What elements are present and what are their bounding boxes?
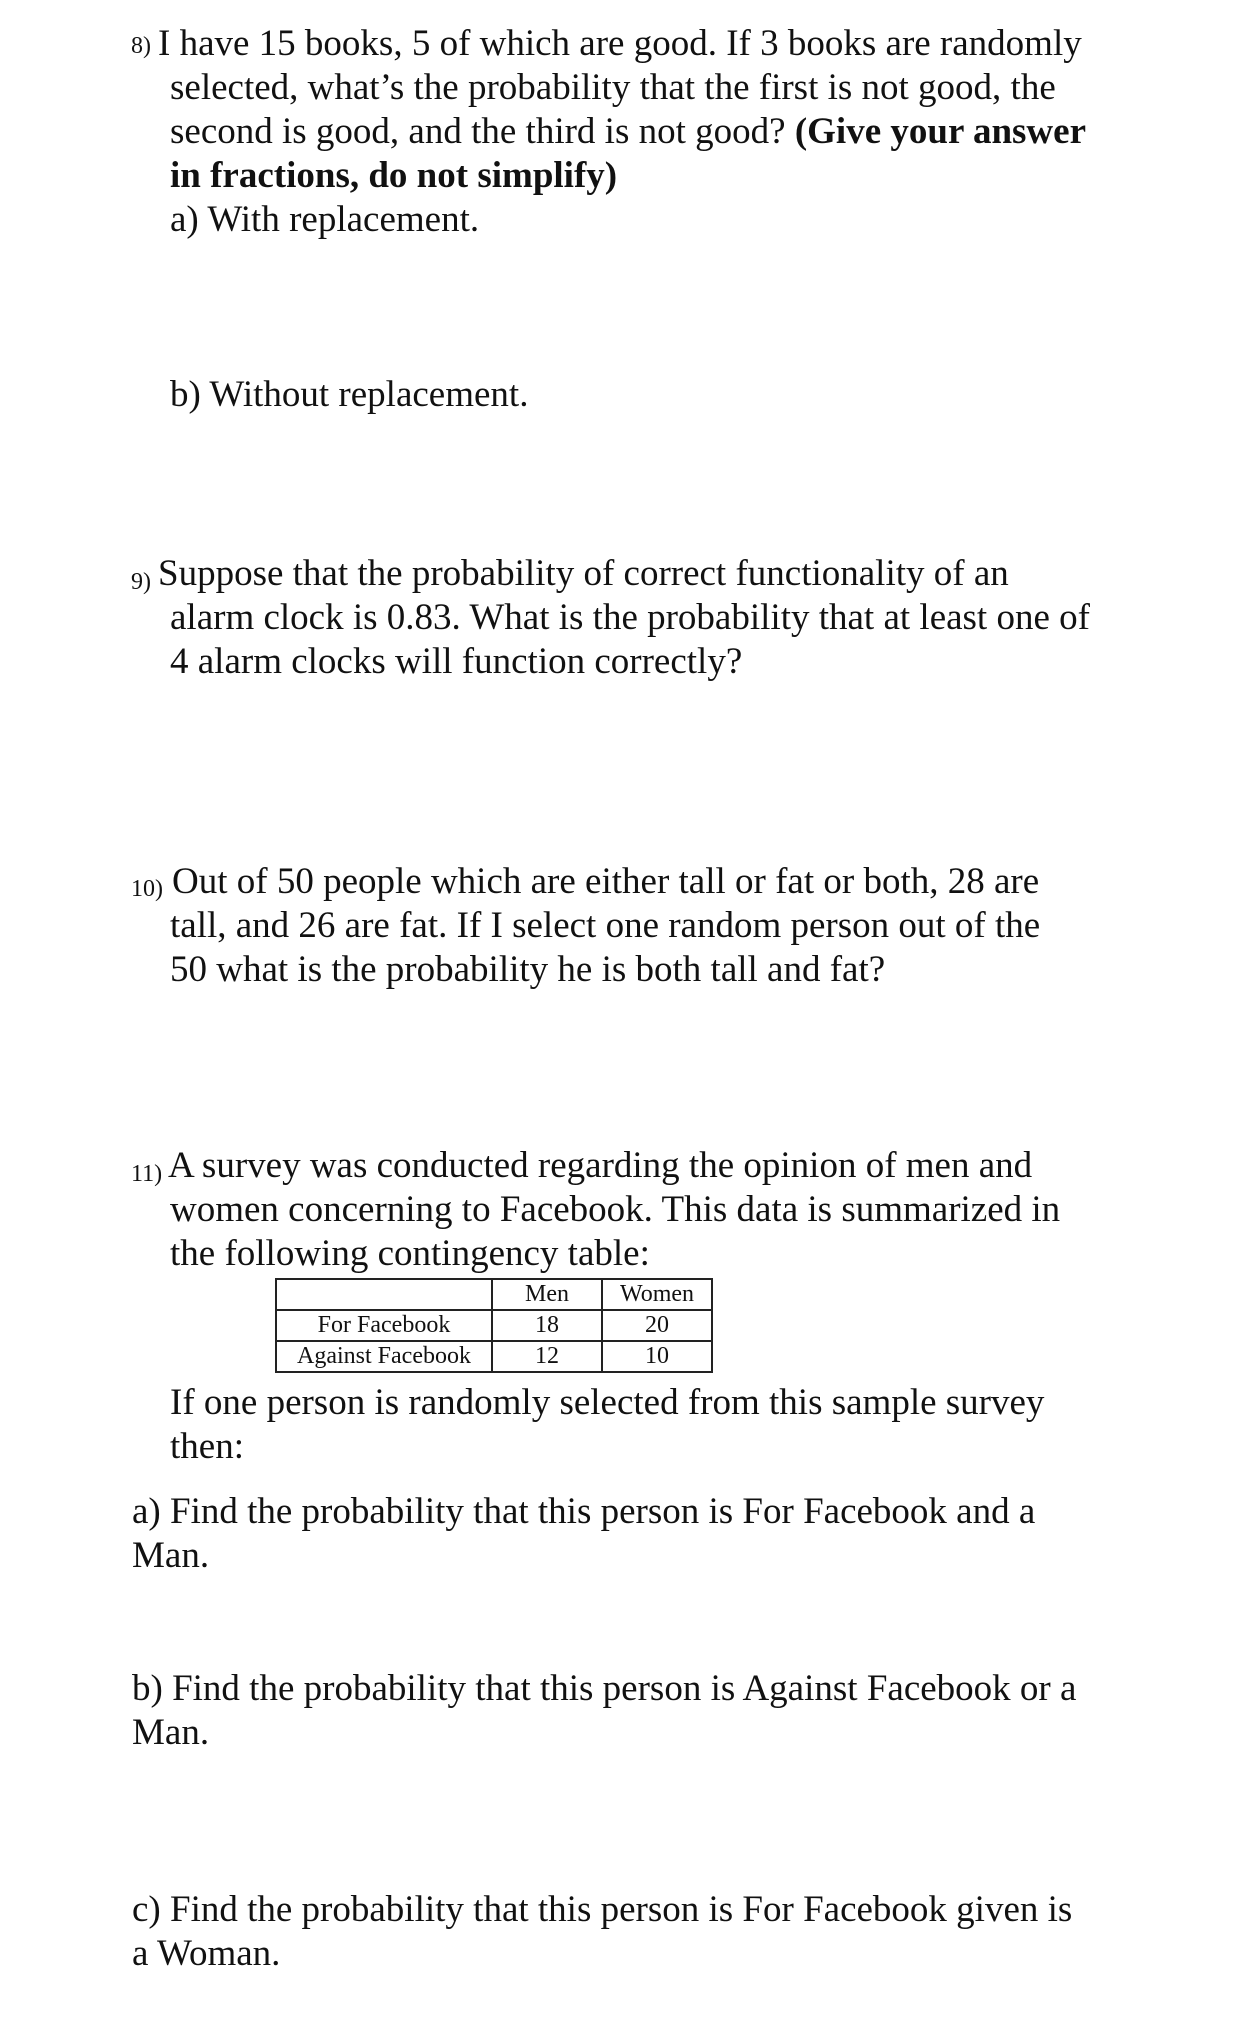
question-8-part-a: a) With replacement. <box>170 199 480 240</box>
question-9-line-3: 4 alarm clocks will function correctly? <box>170 641 743 682</box>
question-8-line-3 <box>170 110 1086 154</box>
question-11-after-line-1: If one person is randomly selected from this sample survey <box>170 1382 1045 1423</box>
table-cell: 10 <box>602 1341 712 1372</box>
question-8-part-b: b) Without replacement. <box>170 374 529 415</box>
question-11-line-3: the following contingency table: <box>170 1233 650 1274</box>
question-11-part-a-line-2: Man. <box>132 1535 210 1576</box>
table-row <box>276 1341 712 1372</box>
question-10-line-2: tall, and 26 are fat. If I select one random person out of the <box>170 905 1041 946</box>
table-header-row <box>276 1279 712 1310</box>
question-8-instruction-part-1: (Give your answer <box>794 111 1086 152</box>
question-10-line-1: Out of 50 people which are either tall or fat or both, 28 are <box>172 861 1040 902</box>
question-9-line-1: Suppose that the probability of correct functionality of an <box>158 553 1009 594</box>
table-cell-label: For Facebook <box>276 1310 492 1341</box>
table-cell: 20 <box>602 1310 712 1341</box>
table-header-women: Women <box>602 1279 712 1310</box>
question-10-number: 10) <box>131 876 163 902</box>
question-11-part-b-line-1: b) Find the probability that this person is Against Facebook or a <box>132 1668 1077 1709</box>
question-11-part-c-line-1: c) Find the probability that this person is For Facebook given is <box>132 1889 1073 1930</box>
question-8-instruction-part-2: in fractions, do not simplify) <box>170 155 618 196</box>
question-11-line-1: A survey was conducted regarding the opinion of men and <box>168 1145 1033 1186</box>
table-row <box>276 1310 712 1341</box>
question-10-line-3: 50 what is the probability he is both tall and fat? <box>170 949 886 990</box>
question-11-part-b-line-2: Man. <box>132 1712 210 1753</box>
table-cell: 18 <box>492 1310 602 1341</box>
contingency-table <box>275 1278 713 1373</box>
table-header-men: Men <box>492 1279 602 1310</box>
question-11-after-line-2: then: <box>170 1426 244 1467</box>
question-9-number: 9) <box>131 569 151 595</box>
question-11-number: 11) <box>131 1161 163 1187</box>
table-header-empty <box>276 1279 492 1310</box>
question-8-line-1: I have 15 books, 5 of which are good. If 3 books are randomly <box>158 23 1082 64</box>
question-11-part-c-line-2: a Woman. <box>132 1933 281 1974</box>
question-11-part-a-line-1: a) Find the probability that this person is For Facebook and a <box>132 1491 1036 1532</box>
question-9-line-2: alarm clock is 0.83. What is the probability that at least one of <box>170 597 1090 638</box>
question-8-number: 8) <box>131 33 151 59</box>
question-8-line-2: selected, what’s the probability that the first is not good, the <box>170 67 1056 108</box>
question-11-line-2: women concerning to Facebook. This data is summarized in <box>170 1189 1061 1230</box>
table-cell-label: Against Facebook <box>276 1341 492 1372</box>
question-8-line-3-text: second is good, and the third is not good? <box>170 111 786 152</box>
table-cell: 12 <box>492 1341 602 1372</box>
